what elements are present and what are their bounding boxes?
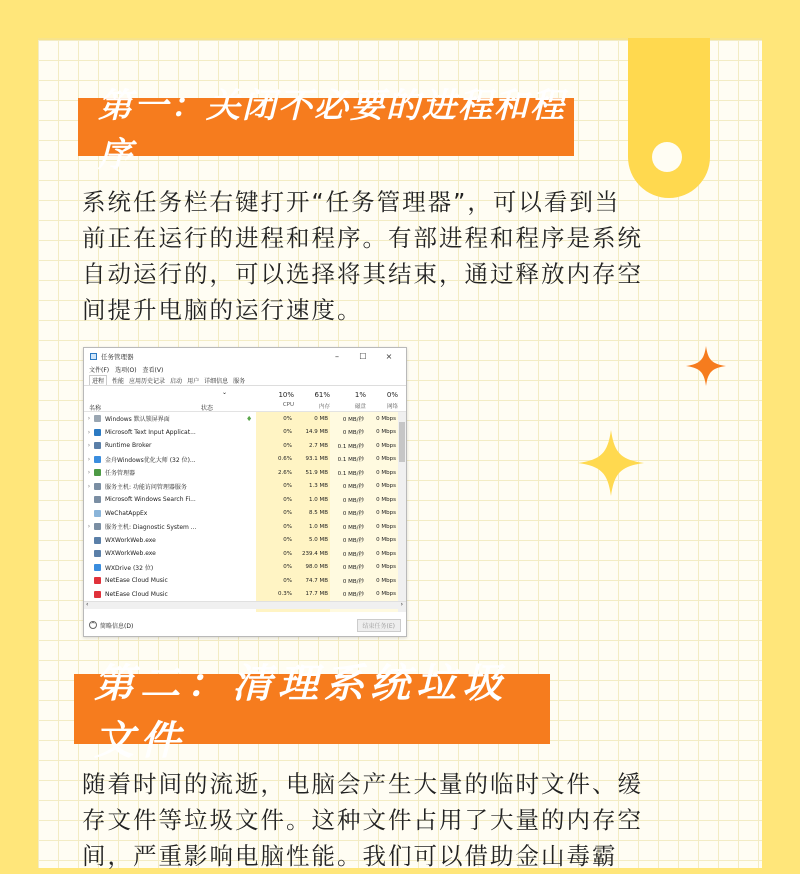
process-icon	[94, 429, 101, 436]
process-row[interactable]	[84, 480, 406, 494]
yellow-sparkle-icon	[578, 430, 644, 496]
expand-chevron-icon[interactable]: ›	[87, 455, 91, 463]
end-task-button[interactable]: 结束任务(E)	[357, 619, 401, 632]
process-cpu: 0%	[283, 442, 292, 449]
vertical-scrollbar[interactable]	[398, 412, 406, 612]
cpu-percent[interactable]: 10%	[278, 391, 294, 399]
section2-line: 存文件等垃圾文件。这种文件占用了大量的内存空	[82, 806, 643, 834]
process-icon	[94, 523, 101, 530]
tab-startup[interactable]: 启动	[170, 377, 183, 385]
process-disk: 0 MB/秒	[342, 565, 364, 572]
network-percent[interactable]: 0%	[386, 391, 398, 399]
process-network: 0 Mbps	[376, 564, 396, 571]
tab-details[interactable]: 详细信息	[204, 377, 229, 385]
horizontal-scrollbar[interactable]	[84, 601, 406, 609]
process-icon	[94, 415, 101, 422]
process-network: 0 Mbps	[376, 496, 396, 503]
process-network: 0 Mbps	[376, 429, 396, 436]
process-disk: 0 MB/秒	[342, 578, 364, 585]
process-memory: 8.5 MB	[308, 510, 328, 517]
expand-chevron-icon[interactable]: ›	[87, 482, 91, 490]
process-name: 服务主机: 功能访问管理器服务	[105, 483, 187, 491]
process-network: 0 Mbps	[376, 456, 396, 463]
menu-bar	[84, 364, 406, 375]
section1-paragraph	[82, 184, 722, 328]
process-cpu: 0%	[283, 496, 292, 503]
task-manager-footer	[84, 614, 406, 636]
process-network: 0 Mbps	[376, 550, 396, 557]
expand-chevron-icon[interactable]: ›	[87, 442, 91, 450]
process-disk: 0 MB/秒	[342, 430, 364, 437]
task-manager-window	[83, 347, 407, 637]
scroll-thumb[interactable]	[399, 422, 405, 462]
section1-line: 前正在运行的进程和程序。有部进程和程序是系统	[82, 224, 643, 252]
process-cpu: 0%	[283, 523, 292, 530]
process-disk: 0.1 MB/秒	[337, 470, 364, 477]
process-list	[84, 412, 406, 612]
process-icon	[94, 496, 101, 503]
process-row[interactable]	[84, 439, 406, 453]
process-cpu: 0.6%	[278, 456, 292, 463]
process-icon	[94, 591, 101, 598]
process-memory: 239.4 MB	[301, 550, 328, 557]
less-info-label: 简略信息(D)	[100, 622, 134, 630]
scroll-right-icon[interactable]: ›	[400, 601, 403, 608]
orange-sparkle-icon	[686, 346, 726, 386]
process-icon	[94, 577, 101, 584]
leaf-status-icon: ♦	[246, 414, 253, 423]
process-disk: 0 MB/秒	[342, 551, 364, 558]
process-name: WeChatAppEx	[105, 509, 148, 517]
process-cpu: 0%	[283, 537, 292, 544]
column-status[interactable]: 状态	[201, 405, 214, 412]
expand-chevron-icon[interactable]: ›	[87, 523, 91, 531]
section2-line: 随着时间的流逝，电脑会产生大量的临时文件、缓	[82, 770, 643, 798]
process-row[interactable]	[84, 574, 406, 588]
sort-caret-icon: ⌄	[222, 389, 228, 396]
section2-line: 间，严重影响电脑性能。我们可以借助金山毒霸	[82, 842, 618, 870]
process-cpu: 0%	[283, 550, 292, 557]
process-network: 0 Mbps	[376, 415, 396, 422]
scroll-left-icon[interactable]: ‹	[86, 601, 89, 608]
section1-heading-banner	[78, 86, 574, 175]
process-row[interactable]	[84, 493, 406, 507]
menu-view[interactable]: 查看(V)	[142, 367, 164, 374]
process-icon	[94, 483, 101, 490]
tab-processes[interactable]: 进程	[89, 375, 107, 385]
process-memory: 74.7 MB	[305, 577, 328, 584]
process-memory: 98.0 MB	[305, 564, 328, 571]
process-disk: 0.1 MB/秒	[337, 443, 364, 450]
process-icon	[94, 537, 101, 544]
column-memory[interactable]: 内存	[318, 404, 330, 410]
process-network: 0 Mbps	[376, 469, 396, 476]
less-info-button[interactable]	[89, 621, 133, 630]
process-name: NetEase Cloud Music	[105, 590, 168, 598]
column-disk[interactable]: 磁盘	[354, 404, 366, 410]
process-memory: 93.1 MB	[305, 456, 328, 463]
process-cpu: 0%	[283, 483, 292, 490]
tab-users[interactable]: 用户	[187, 377, 200, 385]
process-memory: 1.0 MB	[308, 523, 328, 530]
process-network: 0 Mbps	[376, 442, 396, 449]
process-memory: 1.3 MB	[308, 483, 328, 490]
process-row[interactable]	[84, 547, 406, 561]
process-row[interactable]	[84, 412, 406, 426]
column-cpu[interactable]: CPU	[282, 402, 294, 408]
process-network: 0 Mbps	[376, 537, 396, 544]
process-disk: 0 MB/秒	[342, 484, 364, 491]
section1-line: 系统任务栏右键打开“任务管理器”，可以看到当	[82, 188, 621, 216]
process-cpu: 0%	[283, 577, 292, 584]
process-name: 任务管理器	[105, 470, 136, 478]
process-disk: 0.1 MB/秒	[337, 457, 364, 464]
disk-percent[interactable]: 1%	[354, 391, 366, 399]
process-icon	[94, 564, 101, 571]
process-name: Runtime Broker	[105, 442, 152, 450]
close-button[interactable]: ×	[385, 351, 393, 361]
process-memory: 1.0 MB	[308, 496, 328, 503]
process-memory: 0 MB	[314, 415, 328, 422]
section1-heading: 第一：关闭不必要的进程和程序	[98, 86, 566, 175]
process-cpu: 0%	[283, 510, 292, 517]
column-header	[84, 386, 406, 412]
process-name: WXWorkWeb.exe	[105, 550, 156, 558]
expand-chevron-icon[interactable]: ›	[87, 415, 91, 423]
process-memory: 5.0 MB	[308, 537, 328, 544]
task-manager-icon	[90, 353, 97, 360]
process-row[interactable]	[84, 588, 406, 602]
process-icon	[94, 442, 101, 449]
section1-line: 间提升电脑的运行速度。	[82, 296, 363, 324]
process-memory: 14.9 MB	[305, 429, 328, 436]
section2-paragraph	[82, 766, 722, 874]
tab-bar	[84, 375, 406, 386]
expand-chevron-icon[interactable]: ›	[87, 428, 91, 436]
menu-file[interactable]: 文件(F)	[89, 367, 110, 374]
process-disk: 0 MB/秒	[342, 511, 364, 518]
process-disk: 0 MB/秒	[342, 416, 364, 423]
process-disk: 0 MB/秒	[342, 592, 364, 599]
section1-line: 自动运行的，可以选择将其结束，通过释放内存空	[82, 260, 643, 288]
process-icon	[94, 510, 101, 517]
maximize-button[interactable]: ☐	[359, 351, 367, 361]
process-memory: 51.9 MB	[305, 469, 328, 476]
process-disk: 0 MB/秒	[342, 538, 364, 545]
column-network[interactable]: 网络	[386, 404, 398, 410]
memory-percent[interactable]: 61%	[314, 391, 330, 399]
process-row[interactable]	[84, 520, 406, 534]
section2-heading-banner	[74, 661, 550, 764]
tab-services[interactable]: 服务	[233, 377, 246, 385]
process-name: Microsoft Windows Search Fi...	[105, 496, 196, 504]
window-title: 任务管理器	[101, 352, 134, 361]
process-row[interactable]	[84, 507, 406, 521]
process-name: 金舟Windows优化大师 (32 位)...	[105, 456, 196, 464]
chevron-up-icon: ^	[90, 622, 96, 628]
process-row[interactable]	[84, 561, 406, 575]
process-name: Windows 默认锁屏界面	[105, 416, 170, 424]
process-network: 0 Mbps	[376, 591, 396, 598]
binder-tab	[628, 38, 710, 198]
process-name: Microsoft Text Input Applicat...	[105, 428, 196, 436]
process-disk: 0 MB/秒	[342, 497, 364, 504]
column-name[interactable]: 名称	[89, 405, 102, 412]
process-memory: 2.7 MB	[308, 442, 328, 449]
process-network: 0 Mbps	[376, 577, 396, 584]
process-row[interactable]	[84, 426, 406, 440]
process-name: WXWorkWeb.exe	[105, 536, 156, 544]
menu-options[interactable]: 选项(O)	[115, 367, 137, 374]
process-name: 服务主机: Diagnostic System ...	[105, 524, 197, 532]
task-manager-titlebar	[84, 348, 406, 364]
process-cpu: 0%	[283, 429, 292, 436]
process-cpu: 0%	[283, 415, 292, 422]
process-cpu: 0.3%	[278, 591, 292, 598]
process-icon	[94, 456, 101, 463]
process-name: NetEase Cloud Music	[105, 577, 168, 585]
process-icon	[94, 550, 101, 557]
section2-heading: 第二：清理系统垃圾文件	[94, 661, 508, 764]
tab-performance[interactable]: 性能	[112, 377, 125, 385]
process-row[interactable]	[84, 534, 406, 548]
process-icon	[94, 469, 101, 476]
process-cpu: 0%	[283, 564, 292, 571]
process-cpu: 2.6%	[278, 469, 292, 476]
minimize-button[interactable]: –	[335, 351, 339, 361]
process-network: 0 Mbps	[376, 523, 396, 530]
process-row[interactable]	[84, 466, 406, 480]
process-network: 0 Mbps	[376, 483, 396, 490]
process-memory: 17.7 MB	[305, 591, 328, 598]
process-name: WXDrive (32 位)	[105, 564, 154, 572]
expand-chevron-icon[interactable]: ›	[87, 469, 91, 477]
process-disk: 0 MB/秒	[342, 524, 364, 531]
tab-app-history[interactable]: 应用历史记录	[129, 377, 166, 385]
binder-hole	[652, 142, 682, 172]
process-network: 0 Mbps	[376, 510, 396, 517]
process-row[interactable]	[84, 453, 406, 467]
